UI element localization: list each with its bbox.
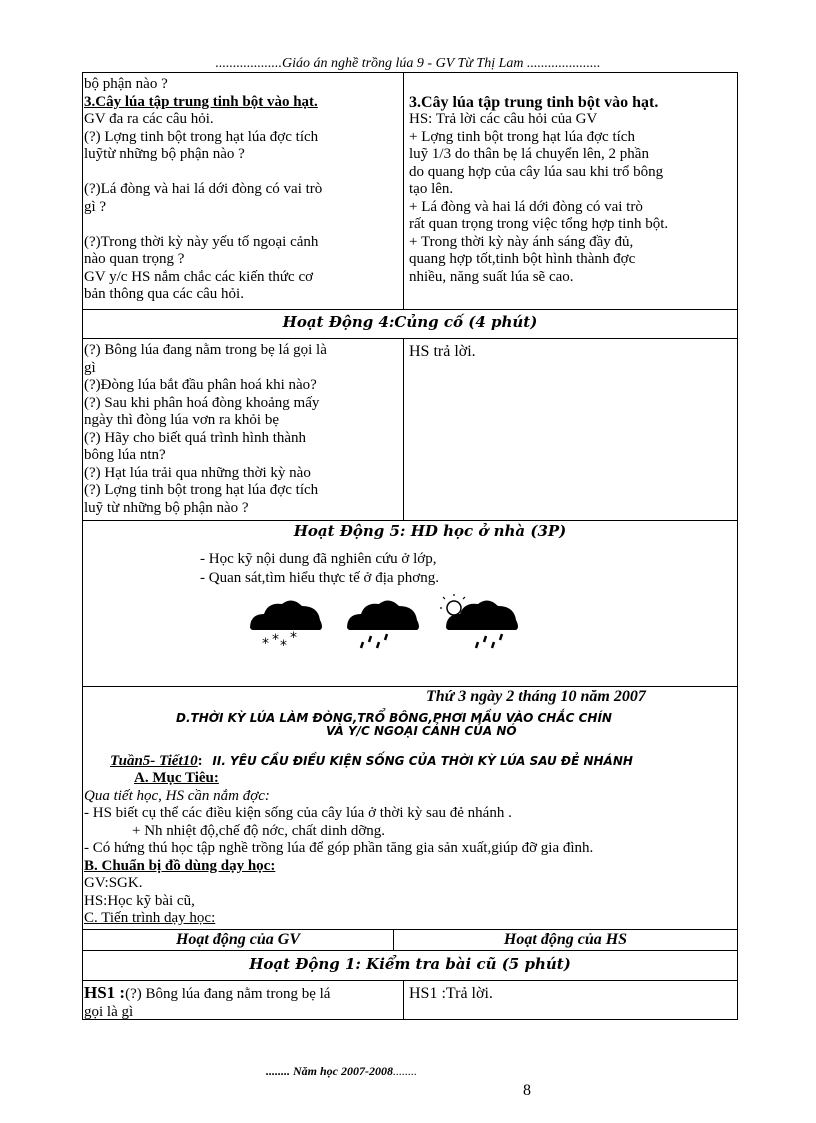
question: (?)Đòng lúa bắt đầu phân hoá khi nào? — [84, 377, 317, 393]
row3-right-cell — [409, 985, 735, 1015]
divider — [82, 980, 738, 981]
column-divider — [403, 980, 404, 1020]
text-line: GV đa ra các câu hỏi. — [84, 111, 214, 127]
text-line: luỹtừ những bộ phận nào ? — [84, 146, 245, 162]
process-heading: C. Tiến trình dạy học: — [84, 910, 216, 926]
objectives-heading: A. Mục Tiêu: — [134, 770, 219, 786]
text-line: tạo lên. — [409, 181, 454, 197]
lesson-subtitle: II. YÊU CẦU ĐIỀU KIỆN SỐNG CỦA THỜI KỲ LÚA SAU ĐẺ NHÁNH — [212, 754, 633, 768]
week-label: Tuần5- Tiết10 — [110, 753, 198, 769]
question: ngày thì đòng lúa vơn ra khỏi bẹ — [84, 412, 279, 428]
row1-left-cell — [84, 76, 400, 309]
text-line: + Lợng tinh bột trong hạt lúa đợc tích — [409, 128, 635, 145]
question: (?) Hãy cho biết quá trình hình thành — [84, 429, 307, 446]
question: (?) Lợng tinh bột trong hạt lúa đợc tích — [84, 482, 319, 498]
text-line: bộ phận nào ? — [84, 76, 168, 92]
row2-right-cell — [409, 343, 735, 383]
question: luỹ từ những bộ phận nào ? — [84, 499, 249, 516]
text-line: gì ? — [84, 198, 107, 215]
footer-trail: ........ — [393, 1064, 417, 1078]
text-line — [84, 216, 400, 234]
divider — [82, 950, 738, 951]
text-line: (?)Trong thời kỳ này yếu tố ngoại cảnh — [84, 233, 319, 250]
sun-rain-cloud-icon — [440, 594, 520, 656]
column-divider — [403, 338, 404, 521]
page-footer — [266, 1064, 417, 1079]
section-heading: 3.Cây lúa tập trung tinh bột vào hạt. — [84, 93, 318, 110]
question: (?) Bông lúa đang nằm trong bẹ lá — [125, 986, 331, 1002]
homework-list — [200, 550, 439, 588]
activity4-heading: Hoạt Động 4:Củng cố (4 phút) — [282, 313, 538, 331]
rain-cloud-icon — [343, 596, 423, 656]
divider — [82, 338, 738, 339]
text-line: nhiều, năng suất lúa sẽ cao. — [409, 268, 574, 285]
question: bông lúa ntn? — [84, 447, 166, 463]
lesson-date: Thứ 3 ngày 2 tháng 10 năm 2007 — [426, 688, 646, 705]
svg-text:*: * — [290, 630, 297, 646]
text-line: quang hợp tốt,tinh bột hình thành đợc — [409, 251, 636, 267]
question: (?) Bông lúa đang nằm trong bẹ lá gọi là — [84, 342, 327, 358]
homework-item: - Quan sát,tìm hiểu thực tế ở địa phơng. — [200, 570, 439, 586]
svg-text:*: * — [272, 632, 279, 648]
col-header-gv: Hoạt động của GV — [175, 931, 300, 948]
text-line: luỹ 1/3 do thân bẹ lá chuyển lên, 2 phần — [409, 146, 649, 162]
activity5-heading: Hoạt Động 5: HD học ở nhà (3P) — [293, 522, 567, 540]
text-line: nào quan trọng ? — [84, 251, 185, 267]
text-line: GV y/c HS nắm chắc các kiến thức cơ — [84, 268, 314, 285]
text-line: rất quan trọng trong việc tổng hợp tinh bột. — [409, 216, 669, 232]
footer-dots: ........ — [266, 1064, 293, 1078]
text-line: do quang hợp của cây lúa sau khi trổ bông — [409, 163, 664, 180]
week-colon: : — [197, 753, 203, 769]
text-line: (?) Lợng tinh bột trong hạt lúa đợc tích — [84, 128, 319, 145]
page-header: ...................Giáo án nghề trồng lúa 9 - GV Từ Thị Lam ..................... — [215, 56, 601, 71]
prep-item: GV:SGK. — [84, 875, 143, 891]
objective-item: + Nh nhiệt độ,chế độ nớc, chất dinh dỡng. — [132, 822, 386, 839]
prep-item: HS:Học kỹ bài cũ, — [84, 892, 195, 909]
school-year: Năm học 2007-2008 — [293, 1064, 393, 1078]
question: gì — [84, 359, 96, 376]
lesson-title-cont: VÀ Y/C NGOẠI CẢNH CỦA NÓ — [326, 724, 517, 738]
row1-right-cell — [409, 76, 735, 309]
column-divider — [403, 72, 404, 310]
prep-heading: B. Chuẩn bị đồ dùng dạy học: — [84, 857, 276, 874]
objectives-block — [84, 770, 734, 930]
svg-text:*: * — [262, 636, 269, 652]
question: gọi là gì — [84, 1003, 134, 1019]
question: (?) Sau khi phân hoá đòng khoảng mấy — [84, 394, 320, 411]
objective-item: - HS biết cụ thể các điều kiện sống của cây lúa ở thời kỳ sau đẻ nhánh . — [84, 805, 512, 821]
row2-left-cell — [84, 342, 400, 519]
objective-item: - Có hứng thú học tập nghề trồng lúa để góp phần tăng gia sản xuất,giúp đỡ gia đình. — [84, 840, 594, 856]
divider — [82, 686, 738, 687]
text-line: bản thông qua các câu hỏi. — [84, 286, 244, 302]
hs1-label: HS1 : — [84, 984, 126, 1002]
page-number: 8 — [523, 1082, 531, 1099]
column-divider — [393, 929, 394, 951]
text-line: + Trong thời kỳ này ánh sáng đầy đủ, — [409, 233, 634, 250]
answer: HS1 :Trả lời. — [409, 985, 493, 1002]
homework-item: - Học kỹ nội dung đã nghiên cứu ở lớp, — [200, 551, 437, 567]
objectives-intro: Qua tiết học, HS cần nắm đợc: — [84, 787, 270, 804]
section-heading: 3.Cây lúa tập trung tinh bột vào hạt. — [409, 93, 659, 111]
text-line: HS: Trả lời các câu hỏi của GV — [409, 111, 598, 127]
row3-left-cell — [84, 984, 400, 1019]
snow-cloud-icon — [246, 596, 326, 656]
text-line: + Lá đòng và hai lá dới đòng có vai trò — [409, 198, 643, 215]
col-header-hs: Hoạt động của HS — [503, 931, 628, 948]
lesson-week-line — [110, 753, 633, 770]
text-line: (?)Lá đòng và hai lá dới đòng có vai trò — [84, 181, 323, 197]
lesson-title: D.THỜI KỲ LÚA LÀM ĐÒNG,TRỔ BÔNG,PHƠI MẦU VÀO CHẮC CHÍN — [176, 711, 612, 725]
text-line — [84, 164, 400, 182]
svg-text:*: * — [280, 638, 287, 654]
divider — [82, 520, 738, 521]
answer: HS trả lời. — [409, 343, 476, 360]
question: (?) Hạt lúa trải qua những thời kỳ nào — [84, 464, 311, 481]
text-line — [409, 76, 735, 94]
divider — [82, 309, 738, 310]
activity1-heading: Hoạt Động 1: Kiểm tra bài cũ (5 phút) — [249, 955, 571, 973]
